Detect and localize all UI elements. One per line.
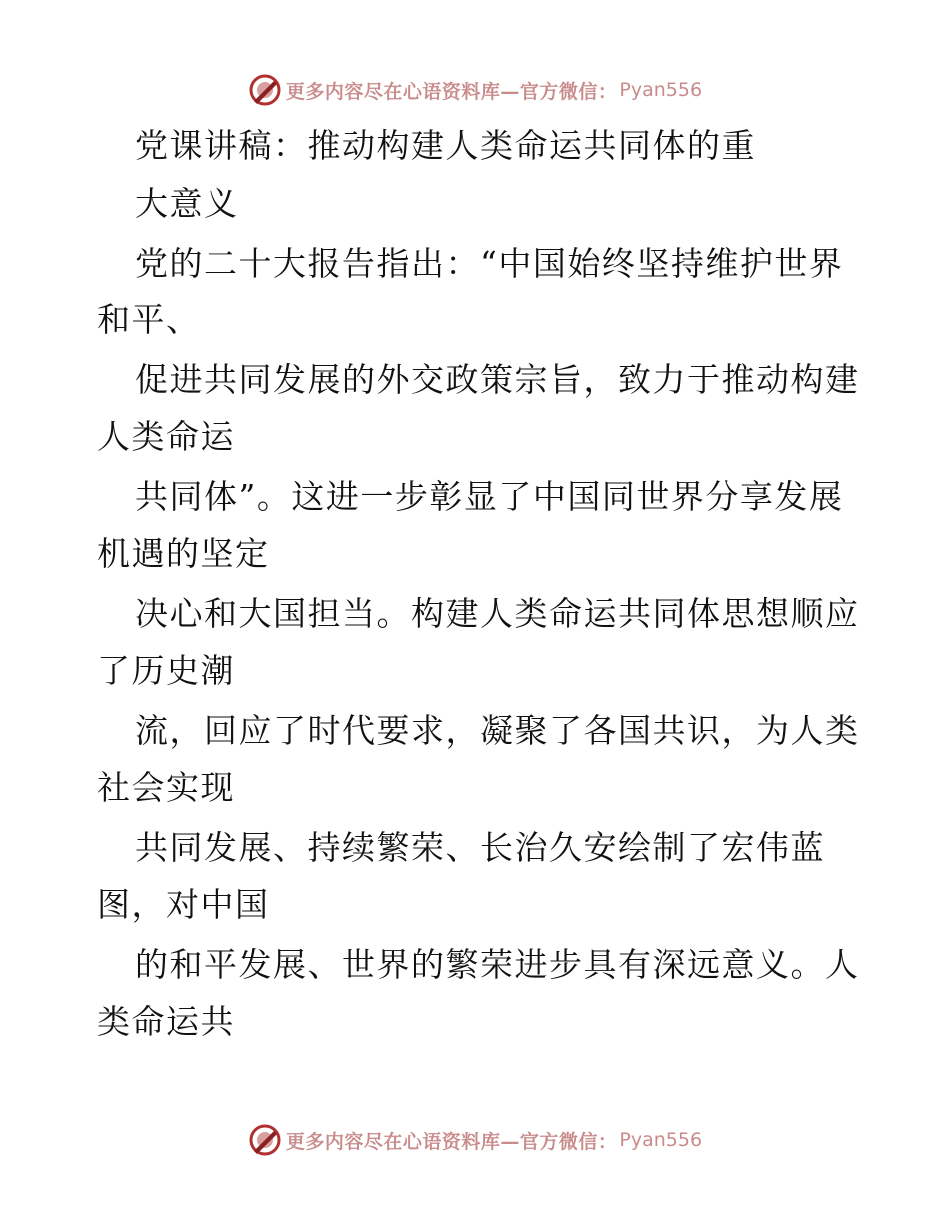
text-line: 机遇的坚定 — [97, 534, 270, 573]
footer-banner — [0, 1120, 950, 1160]
text-line: 党的二十大报告指出：“中国始终坚持维护世界 — [135, 244, 844, 283]
header-wechat-id: Pyan556 — [619, 79, 703, 101]
text-line: 图，对中国 — [97, 885, 270, 924]
brand-logo-icon — [248, 1123, 282, 1157]
text-line: 共同发展、持续繁荣、长治久安绘制了宏伟蓝 — [135, 828, 825, 867]
text-line: 社会实现 — [97, 768, 235, 807]
text-line: 大意义 — [135, 184, 239, 223]
text-line: 类命运共 — [97, 1002, 235, 1041]
text-line: 流，回应了时代要求，凝聚了各国共识，为人类 — [135, 711, 860, 750]
footer-brand-text: 更多内容尽在心语资料库—官方微信： — [285, 1130, 618, 1153]
header-banner — [0, 70, 950, 110]
text-line: 促进共同发展的外交政策宗旨，致力于推动构建 — [135, 360, 860, 399]
text-line: 的和平发展、世界的繁荣进步具有深远意义。人 — [135, 945, 860, 984]
text-line: 了历史潮 — [97, 651, 235, 690]
text-line: 决心和大国担当。构建人类命运共同体思想顺应 — [135, 594, 860, 633]
brand-logo-icon — [248, 73, 282, 107]
text-line: 党课讲稿：推动构建人类命运共同体的重 — [135, 126, 756, 165]
text-line: 人类命运 — [97, 417, 235, 456]
footer-wechat-id: Pyan556 — [619, 1129, 703, 1151]
header-brand-text: 更多内容尽在心语资料库—官方微信： — [285, 80, 618, 103]
text-line: 和平、 — [97, 300, 201, 339]
text-line: 共同体”。这进一步彰显了中国同世界分享发展 — [135, 477, 844, 516]
